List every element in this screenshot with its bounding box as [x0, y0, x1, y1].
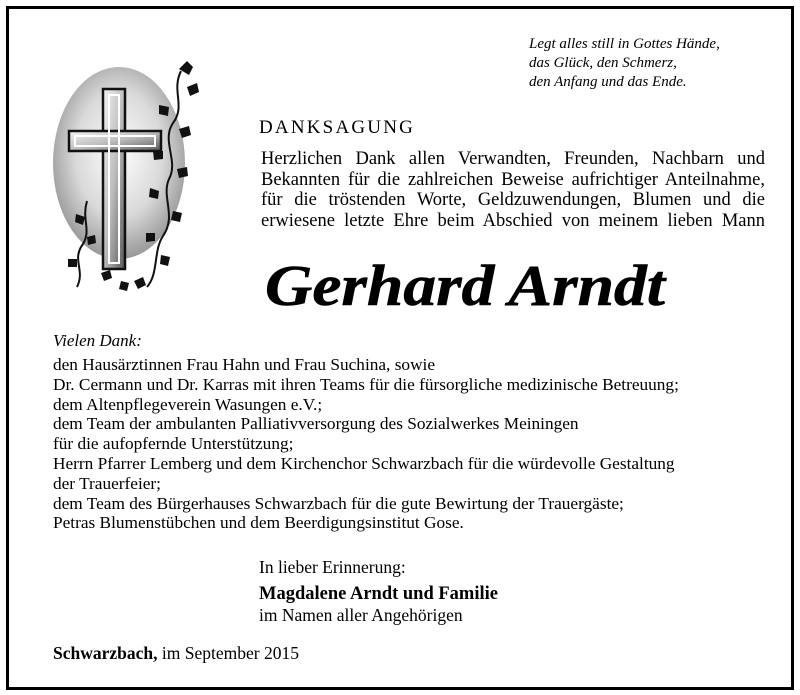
thanks-line: Herrn Pfarrer Lemberg und dem Kirchenchor Schwarzbach für die würdevolle Gestaltung	[53, 453, 675, 473]
thanks-line: für die aufopfernde Unterstützung;	[53, 434, 294, 454]
poem-verse	[529, 35, 789, 92]
closing-intro: In lieber Erinnerung:	[259, 557, 406, 577]
thanks-line: Petras Blumenstübchen und dem Beerdigungsinstitut Gose.	[53, 513, 464, 533]
poem-line: den Anfang und das Ende.	[529, 74, 687, 90]
intro-line: erwiesene letzte Ehre beim Abschied von meinem lieben Mann	[261, 210, 765, 231]
cross-with-ivy-icon	[51, 51, 211, 301]
thanks-line: den Hausärztinnen Frau Hahn und Frau Suchina, sowie	[53, 355, 436, 374]
deceased-name	[263, 253, 683, 325]
thanks-line: dem Team des Bürgerhauses Schwarzbach für die gute Bewirtung der Trauergäste;	[53, 493, 624, 513]
thanks-line: Dr. Cermann und Dr. Karras mit ihren Teams für die fürsorgliche medizinische Betreuung;	[53, 374, 679, 394]
family-signature: Magdalene Arndt und Familie	[259, 584, 498, 604]
obituary-notice	[6, 6, 794, 690]
relatives-line: im Namen aller Angehörigen	[259, 605, 463, 625]
thanks-label: Vielen Dank:	[53, 331, 142, 350]
place-town: Schwarzbach,	[53, 643, 158, 663]
place-date: im September 2015	[161, 643, 299, 663]
thanks-list	[53, 355, 773, 533]
thanks-line: dem Altenpflegeverein Wasungen e.V.;	[53, 394, 323, 414]
thanks-line: dem Team der ambulanten Palliativversorgung des Sozialwerkes Meiningen	[53, 414, 579, 434]
intro-line: Herzlichen Dank allen Verwandten, Freunden, Nachbarn und	[261, 149, 765, 169]
poem-line: Legt alles still in Gottes Hände,	[529, 36, 720, 52]
intro-paragraph	[261, 149, 765, 231]
deceased-name-text: Gerhard Arndt	[265, 253, 668, 318]
place-and-date	[53, 643, 299, 664]
intro-line: Bekannten für die zahlreichen Beweise aufrichtiger Anteilnahme,	[261, 169, 765, 190]
intro-line: für die tröstenden Worte, Geldzuwendungen, Blumen und die	[261, 190, 765, 210]
poem-line: das Glück, den Schmerz,	[529, 55, 677, 71]
closing-block	[259, 557, 498, 626]
thanks-line: der Trauerfeier;	[53, 473, 161, 493]
heading-danksagung: DANKSAGUNG	[259, 117, 416, 138]
